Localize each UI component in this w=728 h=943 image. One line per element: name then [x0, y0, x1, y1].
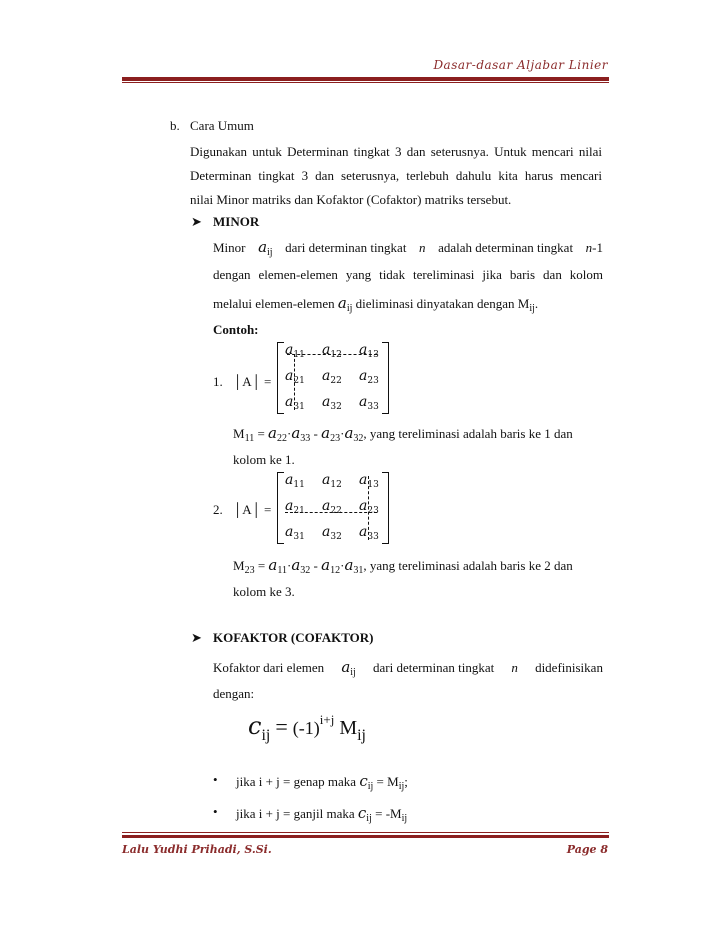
- minor-text: Minor: [213, 240, 246, 255]
- matrix-example-1: $a_{11}$ $a_{12}$ $a_{13}$ $a_{21}$ $a_{22}$ $a_{23}$ $a_{31}$ $a_{32}$ $a_{33}$: [277, 342, 389, 414]
- example-2-desc: kolom ke 3.: [233, 584, 295, 599]
- arrow-bullet-icon: ➤: [191, 214, 202, 229]
- example-1-desc: kolom ke 1.: [233, 452, 295, 467]
- footer-rule-thin: [122, 832, 609, 833]
- arrow-bullet-icon: ➤: [191, 630, 202, 645]
- det-a-label: │A│ =: [233, 502, 272, 517]
- cofactor-line-2: dengan:: [213, 686, 255, 701]
- example-1-number: 1.: [213, 374, 223, 389]
- cofactor-bullet-1: jika i + j = genap maka $c_{ij} = M_{ij}$;: [236, 772, 408, 792]
- bullet-dot-icon: •: [213, 772, 218, 787]
- section-title: Cara Umum: [190, 118, 254, 133]
- footer-author: Lalu Yudhi Prihadi, S.Si.: [122, 843, 272, 856]
- intro-line-2: Determinan tingkat 3 dan seterusnya, terlebuh dahulu kita harus mencari: [190, 168, 602, 183]
- minor-text: dari determinan tingkat: [285, 240, 407, 255]
- footer-rule: [122, 835, 609, 838]
- minor-text: adalah determinan tingkat: [438, 240, 574, 255]
- example-2-formula: $M_{23} = a_{11}\cdot a_{32} - a_{12}\cdot a_{31}$, yang tereliminasi adalah baris ke 2 dan: [233, 556, 573, 576]
- matrix-example-2: $a_{11}$ $a_{12}$ $a_{13}$ $a_{21}$ $a_{22}$ $a_{23}$ $a_{31}$ $a_{32}$ $a_{33}$: [277, 472, 389, 544]
- n-minus-1: n-1: [585, 240, 603, 255]
- minor-line-2: dengan elemen-elemen yang tidak tereliminasi jika baris dan kolom: [213, 267, 603, 282]
- bullet-dot-icon: •: [213, 804, 218, 819]
- aij-symbol: $a_{ij}$: [258, 238, 273, 258]
- cofactor-heading: KOFAKTOR (COFAKTOR): [213, 630, 374, 645]
- cofactor-formula: $c_{ij} = (-1)^{i+j}$ $M_{ij}$: [248, 712, 366, 744]
- header-title: Dasar-dasar Aljabar Linier: [433, 58, 608, 72]
- intro-line-1: Digunakan untuk Determinan tingkat 3 dan seterusnya. Untuk mencari nilai: [190, 144, 602, 159]
- minor-line-1: [213, 238, 603, 256]
- n-symbol: n: [419, 240, 426, 255]
- cofactor-bullet-2: jika i + j = ganjil maka $c_{ij} = -M_{ij}$: [236, 804, 408, 824]
- example-2-number: 2.: [213, 502, 223, 517]
- minor-heading: MINOR: [213, 214, 260, 229]
- page-number: Page 8: [566, 843, 608, 856]
- header-rule: [122, 77, 609, 81]
- header-rule-thin: [122, 82, 609, 83]
- cofactor-line-1: Kofaktor dari elemen $a_{ij}$ dari determinan tingkat n didefinisikan: [213, 658, 603, 678]
- intro-line-3: nilai Minor matriks dan Kofaktor (Cofaktor) matriks tersebut.: [190, 192, 512, 207]
- det-a-label: │A│ =: [233, 374, 272, 389]
- section-label: b.: [170, 118, 180, 133]
- example-label: Contoh:: [213, 322, 259, 337]
- example-1-formula: $M_{11} = a_{22}\cdot a_{33} - a_{23}\cdot a_{32}$, yang tereliminasi adalah baris ke 1 dan: [233, 424, 573, 444]
- minor-line-3: melalui elemen-elemen $a_{ij}$ dieliminasi dinyatakan dengan $M_{ij}$.: [213, 294, 539, 314]
